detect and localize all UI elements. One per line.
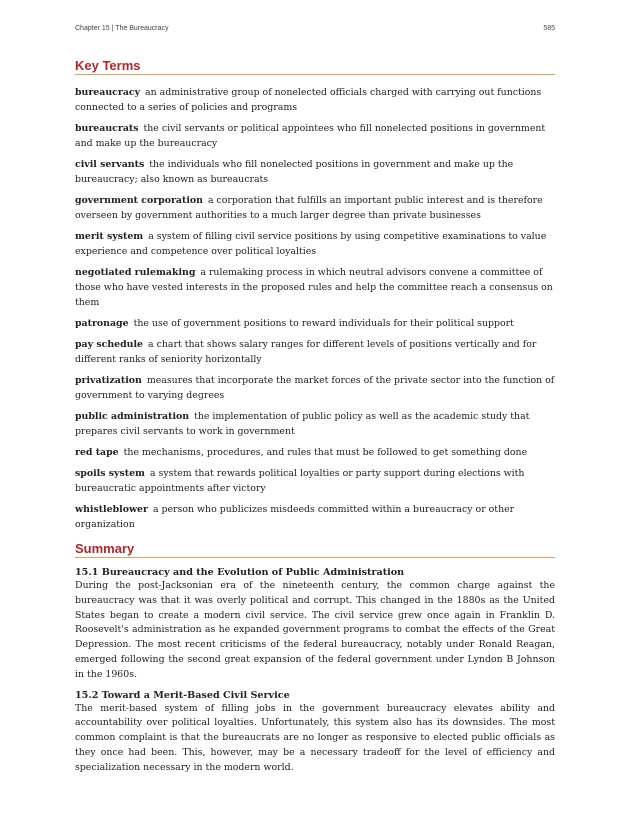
key-term-entry [75,265,555,310]
key-term-entry [75,193,555,223]
key-term-entry [75,85,555,115]
summary-paragraph: The merit-based system of filling jobs in the government bureaucracy elevates ability and accountability over political loyalties. Unfortunately, this system also has its downsides. The most common complaint is that the bureaucrats are no longer as responsive to elected public officials as they once had been. This, however, may be a necessary tradeoff for the level of efficiency and specialization necessary in the modern world. [75,702,555,773]
summary-section [75,689,555,776]
key-term-entry [75,157,555,187]
summary-section [75,566,555,683]
term-definition: a person who publicizes misdeeds committed within a bureaucracy or other organization [75,504,515,530]
term-definition: the civil servants or political appointees who fill nonelected positions in government and make up the bureaucracy [75,123,546,149]
term-definition: a chart that shows salary ranges for different levels of positions vertically and for different ranks of seniority horizontally [75,339,537,365]
term-definition: the individuals who fill nonelected positions in government and make up the bureaucracy; also known as bureaucrats [75,159,514,185]
term-word: pay schedule [75,339,144,350]
summary-subheading: 15.1 Bureaucracy and the Evolution of Public Administration [75,567,405,578]
page-number: 585 [543,25,555,32]
term-definition: measures that incorporate the market forces of the private sector into the function of government to varying degrees [75,375,555,401]
key-term-entry [75,466,555,496]
term-word: spoils system [75,468,145,479]
term-word: bureaucracy [75,87,141,98]
term-word: civil servants [75,159,145,170]
summary-heading: Summary [75,541,555,558]
chapter-label: Chapter 15 | The Bureaucracy [75,25,169,32]
term-definition: a rulemaking process in which neutral advisors convene a committee of those who have vested interests in the proposed rules and help the committee reach a consensus on them [75,267,553,308]
summary-paragraph: During the post-Jacksonian era of the nineteenth century, the common charge against the bureaucracy was that it was overly political and corrupt. This changed in the 1880s as the United States began to create a modern civil service. The civil service grew once again in Franklin D. Roosevelt's administration as he expanded government programs to combat the effects of the Great Depression. The most recent criticisms of the federal bureaucracy, notably under Ronald Reagan, emerged following the second great expansion of the federal government under Lyndon B Johnson in the 1960s. [75,580,555,680]
key-term-entry [75,445,555,460]
term-definition: the mechanisms, procedures, and rules that must be followed to get something done [123,447,528,458]
running-header [75,25,555,32]
key-term-entry [75,316,555,331]
key-term-entry [75,337,555,367]
summary-subheading: 15.2 Toward a Merit-Based Civil Service [75,689,290,701]
key-terms-list [75,85,555,532]
page-content [75,58,555,782]
key-term-entry [75,229,555,259]
term-definition: the implementation of public policy as well as the academic study that prepares civil servants to work in government [75,411,530,437]
term-definition: a corporation that fulfills an important public interest and is therefore overseen by government authorities to a much larger degree than private businesses [75,195,543,221]
key-term-entry [75,409,555,439]
term-definition: an administrative group of nonelected officials charged with carrying out functions connected to a series of policies and programs [75,87,542,113]
term-word: bureaucrats [75,123,139,134]
term-word: red tape [75,447,119,458]
key-terms-heading: Key Terms [75,58,555,75]
term-word: public administration [75,411,190,422]
term-word: whistleblower [75,504,148,515]
key-term-entry [75,373,555,403]
term-word: merit system [75,231,144,242]
term-word: negotiated rulemaking [75,267,196,278]
term-definition: a system of filling civil service positions by using competitive examinations to value experience and competence over political loyalties [75,231,547,257]
term-word: patronage [75,318,129,329]
term-definition: a system that rewards political loyalties or party support during elections with bureaucratic appointments after victory [75,468,525,494]
term-word: privatization [75,375,142,386]
key-term-entry [75,121,555,151]
term-definition: the use of government positions to reward individuals for their political support [133,318,514,329]
key-term-entry [75,502,555,532]
term-word: government corporation [75,195,203,206]
